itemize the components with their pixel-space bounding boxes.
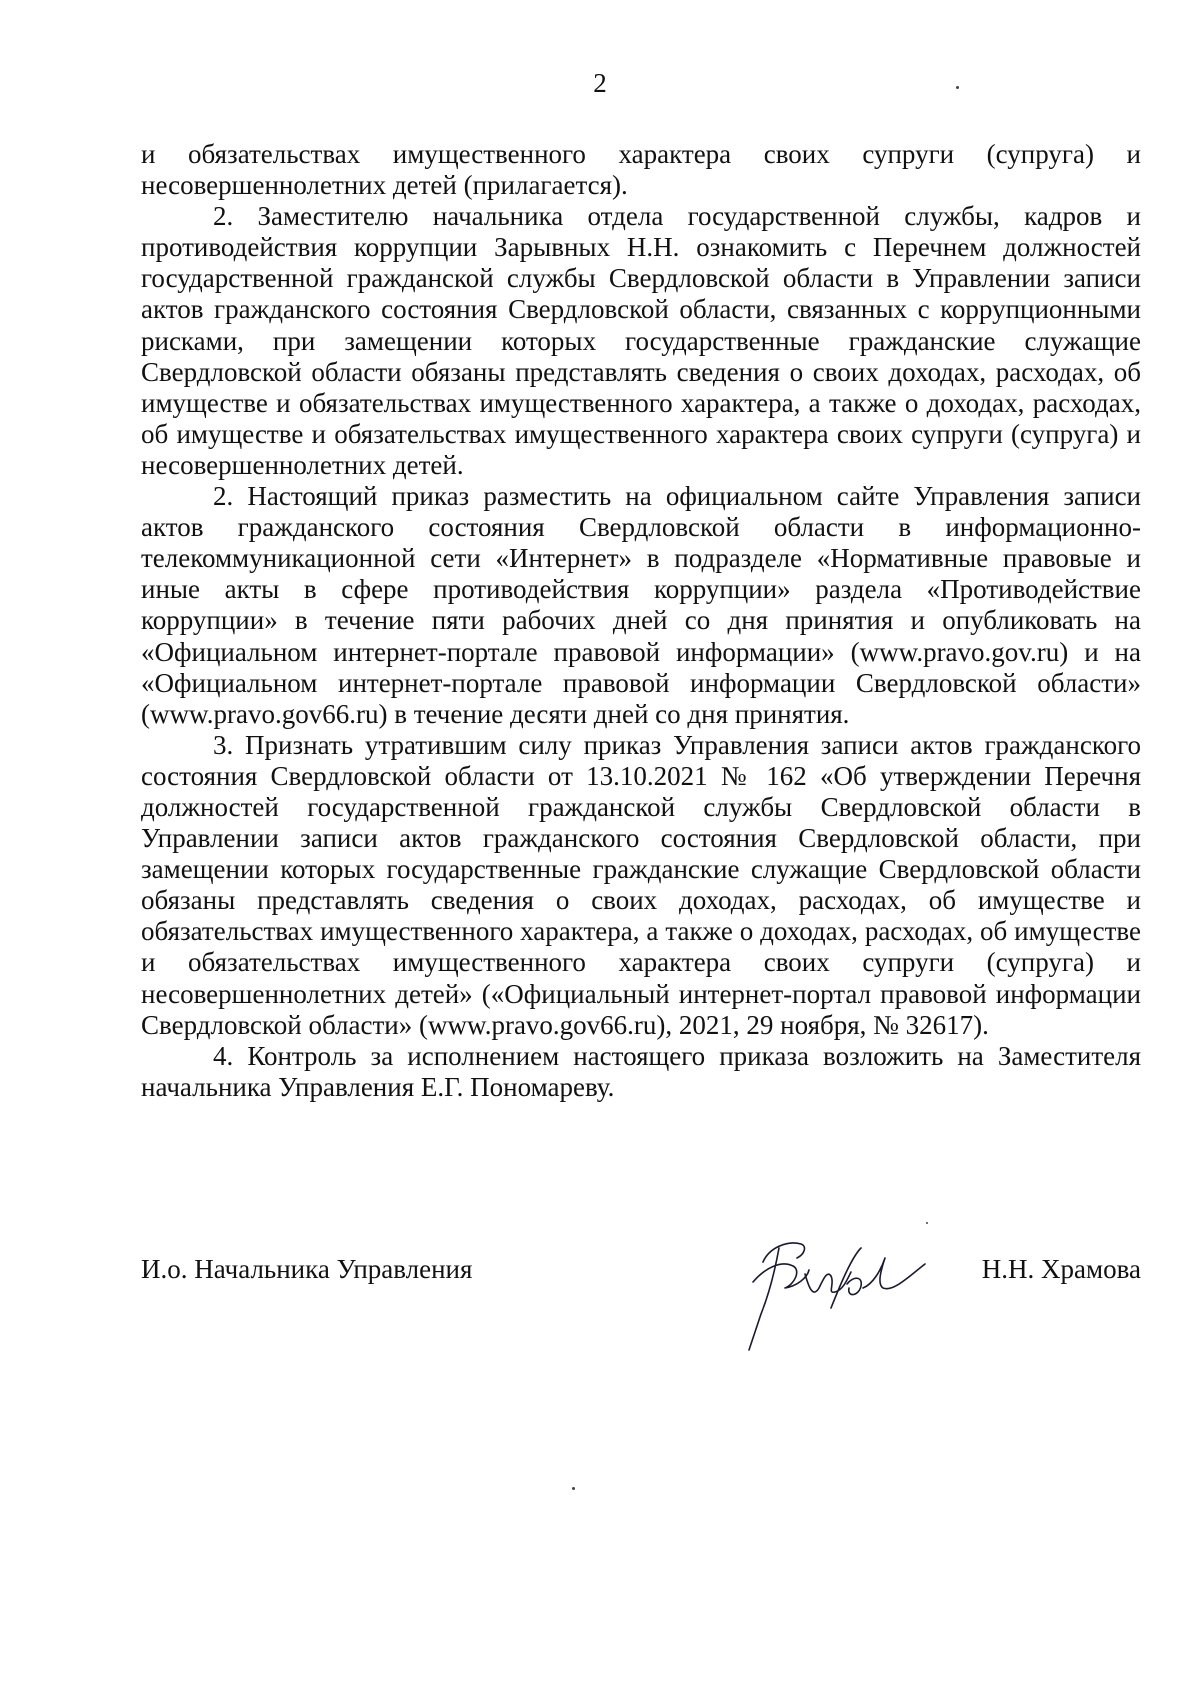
paragraph-item-3-revoke: 3. Признать утратившим силу приказ Управления записи актов гражданского состояния Свердловской области от 13.10.2021 № 162 «Об утверждении Перечня должностей государственной гражданской службы Свердловской области в Управлении записи актов гражданского состояния Свердловской области, при замещении которых государственные гражданские служащие Свердловской области обязаны представлять сведения о своих доходах, расходах, об имуществе и обязательствах имущественного характера, а также о доходах, расходах, об имуществе и обязательствах имущественного характера своих супруги (супруга) и несовершеннолетних детей» («Официальный интернет-портал правовой информации Свердловской области» (www.pravo.gov66.ru), 2021, 29 ноября, № 32617). [141,729,1141,1040]
paragraph-item-2-familiarize: 2. Заместителю начальника отдела государственной службы, кадров и противодействия коррупции Зарывных Н.Н. ознакомить с Перечнем должностей государственной гражданской службы Свердловской области в Управлении записи актов гражданского состояния Свердловской области, связанных с коррупционными рисками, при замещении которых государственные гражданские служащие Свердловской области обязаны представлять сведения о своих доходах, расходах, об имуществе и обязательствах имущественного характера, а также о доходах, расходах, об имуществе и обязательствах имущественного характера своих супруги (супруга) и несовершеннолетних детей. [141,201,1141,480]
signatory-name: Н.Н. Храмова [981,1254,1141,1284]
handwritten-signature [735,1218,935,1358]
scan-speck [572,1487,575,1490]
paragraph-continuation: и обязательствах имущественного характера своих супруги (супруга) и несовершеннолетних детей (прилагается). [141,139,1141,201]
signatory-title: И.о. Начальника Управления [141,1254,473,1284]
scan-speck [956,86,959,89]
paragraph-item-2-publish: 2. Настоящий приказ разместить на официальном сайте Управления записи актов гражданского состояния Свердловской области в информационно-телекоммуникационной сети «Интернет» в подразделе «Нормативные правовые и иные акты в сфере противодействия коррупции» раздела «Противодействие коррупции» в течение пяти рабочих дней со дня принятия и опубликовать на «Официальном интернет-портале правовой информации» (www.pravo.gov.ru) и на «Официальном интернет-портале правовой информации Свердловской области» (www.pravo.gov66.ru) в течение десяти дней со дня принятия. [141,481,1141,729]
page-number: 2 [593,68,607,98]
paragraph-item-4-control: 4. Контроль за исполнением настоящего приказа возложить на Заместителя начальника Управления Е.Г. Пономареву. [141,1040,1141,1102]
signature-block [141,1224,1141,1364]
document-body [141,139,1141,1103]
scan-speck [926,1222,928,1224]
